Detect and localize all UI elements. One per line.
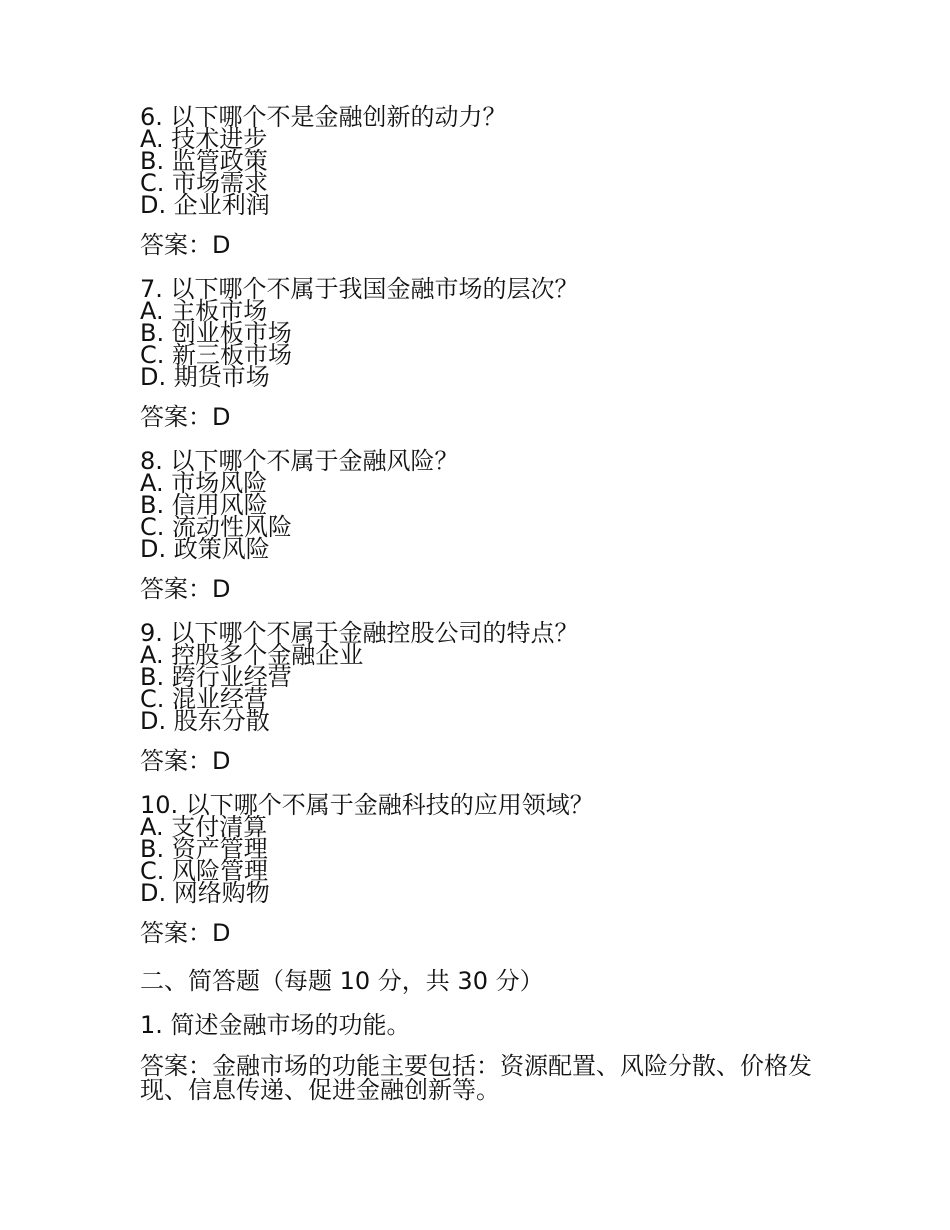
answer-text: 答案：D	[140, 575, 231, 603]
option-a: A. 技术进步	[140, 125, 268, 153]
question-block	[140, 447, 820, 604]
option-a: A. 支付清算	[140, 813, 268, 841]
option-b: B. 创业板市场	[140, 319, 292, 347]
option-a: A. 控股多个金融企业	[140, 641, 364, 669]
question-text: 8. 以下哪个不属于金融风险？	[140, 447, 459, 475]
short-answer-question: 1. 简述金融市场的功能。	[140, 1011, 411, 1039]
option-d: D. 期货市场	[140, 363, 270, 391]
answer-text: 答案：D	[140, 403, 231, 431]
section-heading: 二、简答题（每题 10 分，共 30 分）	[140, 967, 544, 995]
short-answer-text: 答案：金融市场的功能主要包括：资源配置、风险分散、价格发现、信息传递、促进金融创新等。	[140, 1052, 812, 1104]
question-text: 10. 以下哪个不属于金融科技的应用领域？	[140, 791, 594, 819]
option-a: A. 主板市场	[140, 297, 268, 325]
option-b: B. 资产管理	[140, 835, 268, 863]
option-c: C. 风险管理	[140, 857, 269, 885]
answer-text: 答案：D	[140, 747, 231, 775]
option-a: A. 市场风险	[140, 469, 268, 497]
question-block	[140, 103, 820, 260]
question-block	[140, 275, 820, 432]
answer-text: 答案：D	[140, 231, 231, 259]
question-block	[140, 619, 820, 776]
document-content	[140, 103, 820, 1104]
question-text: 7. 以下哪个不属于我国金融市场的层次？	[140, 275, 579, 303]
option-c: C. 市场需求	[140, 169, 269, 197]
option-d: D. 网络购物	[140, 879, 270, 907]
option-c: C. 新三板市场	[140, 341, 293, 369]
option-c: C. 混业经营	[140, 685, 269, 713]
option-b: B. 跨行业经营	[140, 663, 292, 691]
option-b: B. 信用风险	[140, 491, 268, 519]
question-text: 6. 以下哪个不是金融创新的动力？	[140, 103, 507, 131]
question-text: 9. 以下哪个不属于金融控股公司的特点？	[140, 619, 579, 647]
option-d: D. 企业利润	[140, 191, 270, 219]
question-block	[140, 791, 820, 948]
option-c: C. 流动性风险	[140, 513, 293, 541]
option-d: D. 政策风险	[140, 535, 270, 563]
option-d: D. 股东分散	[140, 707, 270, 735]
answer-text: 答案：D	[140, 919, 231, 947]
option-b: B. 监管政策	[140, 147, 268, 175]
